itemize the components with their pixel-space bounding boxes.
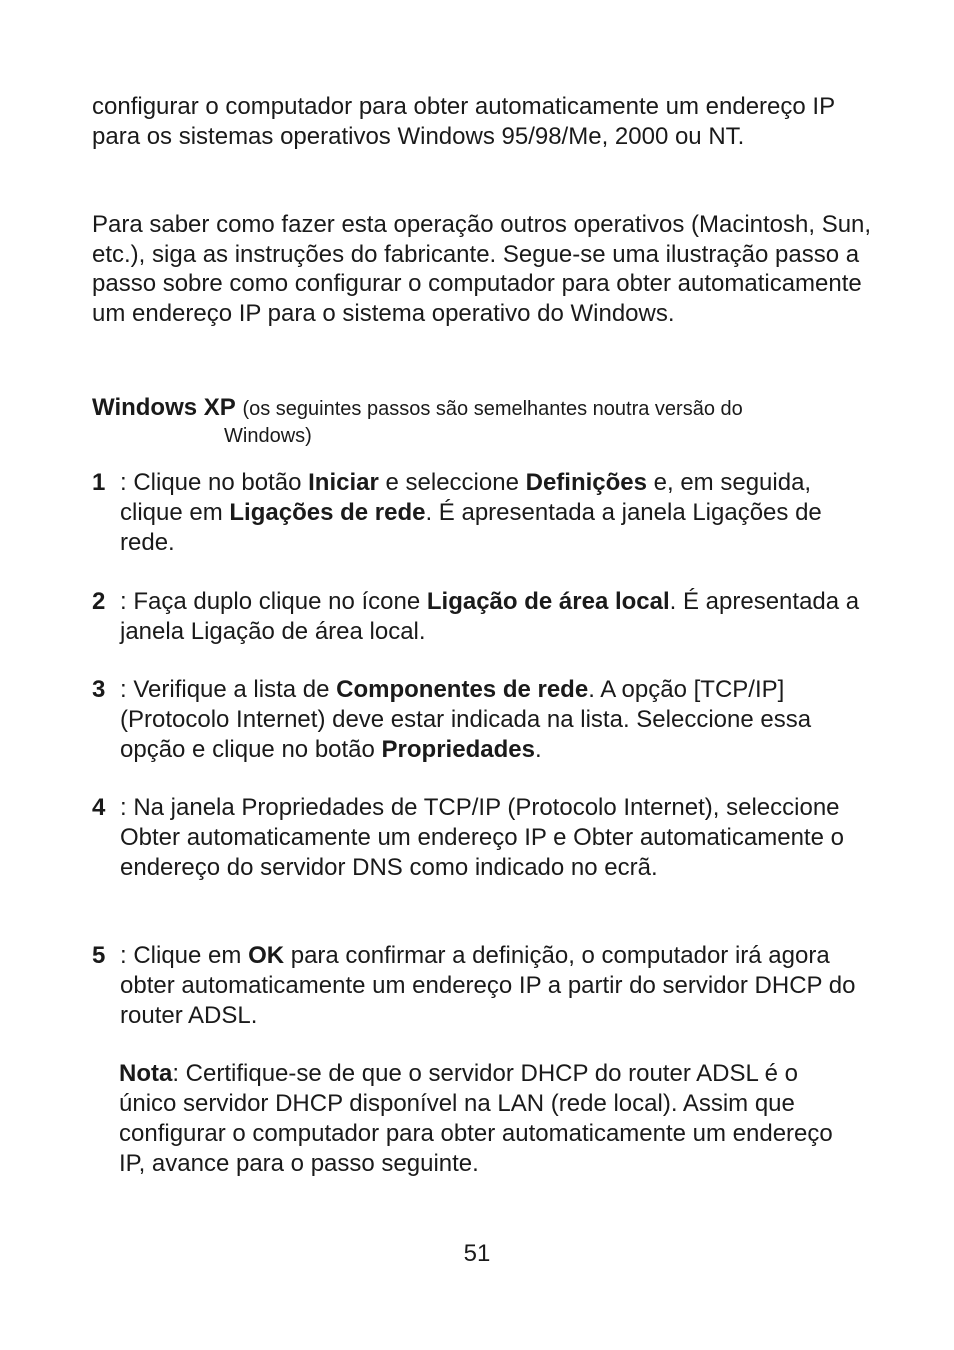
intro-paragraph-1: configurar o computador para obter automaticamente um endereço IP para os sistemas operativos Windows 95/98/Me, 2000 ou NT. bbox=[92, 93, 835, 150]
step-text: . É apresentada a janela Ligação de área local. bbox=[120, 588, 860, 645]
step-text: : Na janela Propriedades de TCP/IP (Protocolo Internet), seleccione Obter automaticamente um endereço IP e Obter automaticamente o endereço do servidor DNS como indicado no ecrã. bbox=[120, 794, 844, 881]
step-2 bbox=[92, 587, 872, 647]
section-heading bbox=[92, 394, 852, 449]
step-bold: Ligações de rede bbox=[229, 499, 426, 526]
step-number: 3 bbox=[92, 676, 106, 703]
step-4 bbox=[92, 793, 872, 883]
step-number: 2 bbox=[92, 588, 106, 615]
step-bold: OK bbox=[248, 942, 285, 969]
step-text: e seleccione bbox=[378, 469, 526, 496]
step-number: 1 bbox=[92, 469, 106, 496]
step-text: . É apresentada a janela Ligações de rede. bbox=[120, 499, 822, 556]
heading-note-continuation: Windows) bbox=[224, 425, 312, 447]
step-text: : Clique no botão bbox=[120, 469, 309, 496]
step-3 bbox=[92, 675, 872, 765]
step-5 bbox=[92, 941, 872, 1031]
step-text: . A opção [TCP/IP] (Protocolo Internet) deve estar indicada na lista. Seleccione essa opção e clique no botão bbox=[120, 676, 812, 763]
intro-paragraph-2: Para saber como fazer esta operação outros operativos (Macintosh, Sun, etc.), siga as instruções do fabricante. Segue-se uma ilustração passo a passo sobre como configurar o computador para obter automaticamente um endereço IP para o sistema operativo do Windows. bbox=[92, 211, 872, 327]
step-bold: Propriedades bbox=[381, 736, 535, 763]
step-text: para confirmar a definição, o computador irá agora obter automaticamente um endereço IP a partir do servidor DHCP do router ADSL. bbox=[120, 942, 856, 1029]
note-text: : Certifique-se de que o servidor DHCP do router ADSL é o único servidor DHCP disponível na LAN (rede local). Assim que configurar o computador para obter automaticamente um endereço IP, avance para o passo seguinte. bbox=[119, 1060, 833, 1177]
step-bold: Ligação de área local bbox=[426, 588, 670, 615]
step-text: e, em seguida, clique em bbox=[120, 469, 812, 526]
step-text: . bbox=[534, 736, 542, 763]
step-text: : Clique em bbox=[120, 942, 249, 969]
step-1 bbox=[92, 468, 872, 558]
step-text: : Verifique a lista de bbox=[120, 676, 337, 703]
note-paragraph bbox=[119, 1059, 859, 1179]
step-text: : Faça duplo clique no ícone bbox=[120, 588, 427, 615]
step-bold: Definições bbox=[525, 469, 647, 496]
heading-note: (os seguintes passos são semelhantes noutra versão do bbox=[242, 398, 743, 420]
step-number: 4 bbox=[92, 794, 106, 821]
step-number: 5 bbox=[92, 942, 106, 969]
step-bold: Componentes de rede bbox=[336, 676, 589, 703]
step-bold: Iniciar bbox=[308, 469, 379, 496]
note-label: Nota bbox=[119, 1060, 173, 1087]
heading-title: Windows XP bbox=[92, 394, 236, 421]
page-number: 51 bbox=[463, 1240, 491, 1267]
